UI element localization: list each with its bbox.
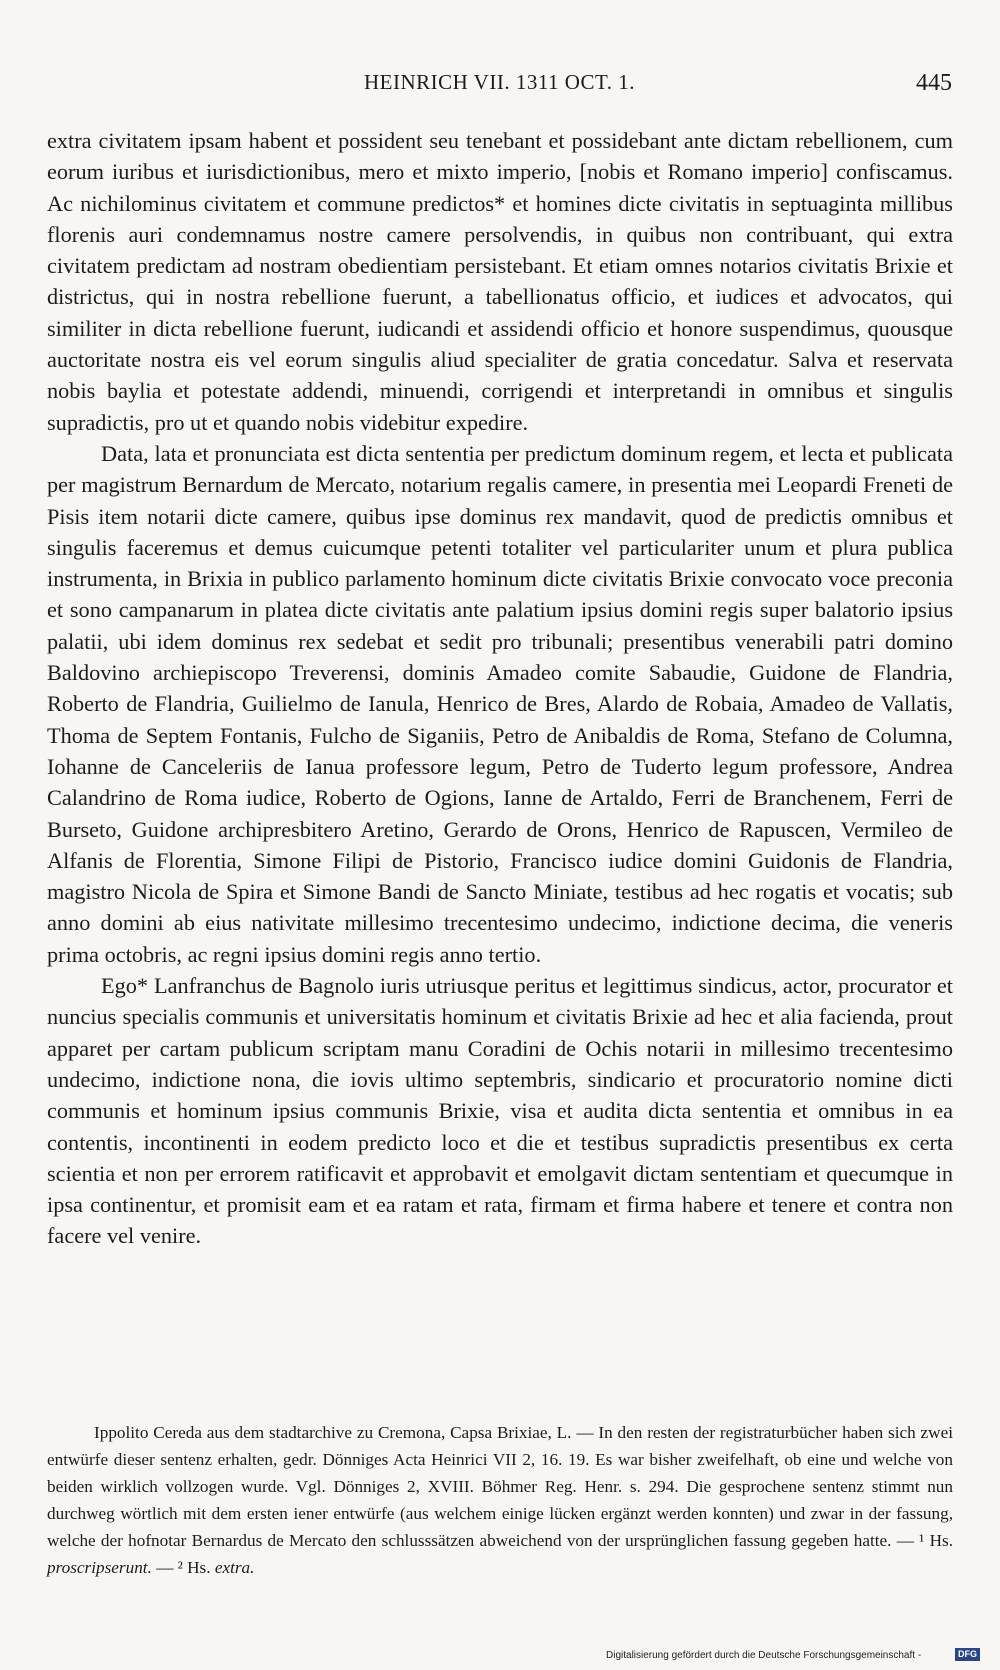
footnote-paragraph [47,1419,953,1581]
page-header [47,70,952,110]
digitization-credit: Digitalisierung gefördert durch die Deutsche Forschungsgemeinschaft - [606,1650,922,1661]
dfg-logo: DFG [955,1648,980,1661]
paragraph-2: Data, lata et pronunciata est dicta sententia per predictum dominum regem, et lecta et publicata per magistrum Bernardum de Mercato, notarium regalis camere, in presentia mei Leopardi Freneti de Pisis item notarii dicte camere, quibus ipse dominus rex mandavit, quod de predictis omnibus et singulis faceremus et demus cuicumque petenti totaliter vel particulariter unum et plura publica instrumenta, in Brixia in publico parlamento hominum dicte civitatis Brixie convocato voce preconia et sono campanarum in platea dicte civitatis ante palatium ipsius domini regis super balatorio ipsius palatii, ubi idem dominus rex sedebat et sedit pro tribunali; presentibus venerabili patri domino Baldovino archiepiscopo Treverensi, dominis Amadeo comite Sabaudie, Guidone de Flandria, Roberto de Flandria, Guilielmo de Ianula, Henrico de Bres, Alardo de Robaia, Amadeo de Vallatis, Thoma de Septem Fontanis, Fulcho de Siganiis, Petro de Anibaldis de Roma, Stefano de Columna, Iohanne de Canceleriis de Ianua professore legum, Petro de Tuderto legum professore, Andrea Calandrino de Roma iudice, Roberto de Ogions, Ianne de Artaldo, Ferri de Branchenem, Ferri de Burseto, Guidone archipresbitero Aretino, Gerardo de Orons, Henrico de Rapuscen, Vermileo de Alfanis de Florentia, Simone Filipi de Pistorio, Francisco iudice domini Guidonis de Flandria, magistro Nicola de Spira et Simone Bandi de Sancto Miniate, testibus ad hec rogatis et vocatis; sub anno domini ab eius nativitate millesimo trecentesimo undecimo, indictione decima, die veneris prima octobris, ac regni ipsius domini regis anno tertio. [47,440,953,967]
footnote-text: Ippolito Cereda aus dem stadtarchive zu Cremona, Capsa Brixiae, L. — In den resten der registraturbücher haben sich zwei entwürfe dieser sentenz erhalten, gedr. Dönniges Acta Heinrici VII 2, 16. 19. Es war bisher zweifelhaft, ob eine und welche von beiden wirklich vollzogen wurde. Vgl. Dönniges 2, XVIII. Böhmer Reg. Henr. s. 294. Die gesprochene sentenz stimmt nun durchweg wörtlich mit dem ersten iener entwürfe (aus welchem einige lücken ergänzt werden konnten) und zwar in der fassung, welche der hofnotar Bernardus de Mercato den schlusssätzen abweichend von der ursprünglichen fassung gegeben hatte. — ¹ Hs. [47,1423,953,1550]
footnotes [47,1419,953,1581]
variant-2: extra. [214,1558,255,1577]
running-title: HEINRICH VII. 1311 OCT. 1. [363,70,635,94]
page-number: 445 [916,70,952,96]
main-text [47,125,953,1252]
variant-separator: — ² Hs. [151,1558,211,1577]
paragraph-3: Ego* Lanfranchus de Bagnolo iuris utriusque peritus et legittimus sindicus, actor, procurator et nuncius specialis communis et universitatis hominum et civitatis Brixie ad hec et alia facienda, prout apparet per cartam publicum scriptam manu Coradini de Ochis notarii in millesimo trecentesimo undecimo, indictione nona, die iovis ultimo septembris, sindicario et procuratorio nomine dicti communis et hominum ipsius communis Brixie, visa et audita dicta sententia et omnibus in ea contentis, incontinenti in eodem predicto loco et die et testibus supradictis presentibus ex certa scientia et non per errorem ratificavit et approbavit et emolgavit dictam sententiam et quecumque in ipsa continentur, et promisit eam et ea ratam et rata, firmam et firma habere et tenere et contra non facere vel venire. [47,973,953,1249]
variant-1: proscripserunt. [47,1558,152,1577]
paragraph-1: extra civitatem ipsam habent et possident seu tenebant et possidebant ante dictam rebellionem, cum eorum iuribus et iurisdictionibus, mero et mixto imperio, [nobis et Romano imperio] confiscamus. Ac nichilominus civitatem et commune predictos* et homines dicte civitatis in septuaginta millibus florenis auri condemnamus nostre camere persolvendis, in quibus non contribuant, qui extra civitatem predictam ad nostram obedientiam persistebant. Et etiam omnes notarios civitatis Brixie et districtus, qui in nostra rebellione fuerunt, a tabellionatus officio, et iudices et advocatos, qui similiter in dicta rebellione fuerunt, iudicandi et assidendi officio et honore suspendimus, quousque auctoritate nostra eis vel eorum singulis aliud specialiter de gratia concedatur. Salva et reservata nobis baylia et potestate addendi, minuendi, corrigendi et interpretandi in omnibus et singulis supradictis, pro ut et quando nobis videbitur expedire. [47,128,953,435]
